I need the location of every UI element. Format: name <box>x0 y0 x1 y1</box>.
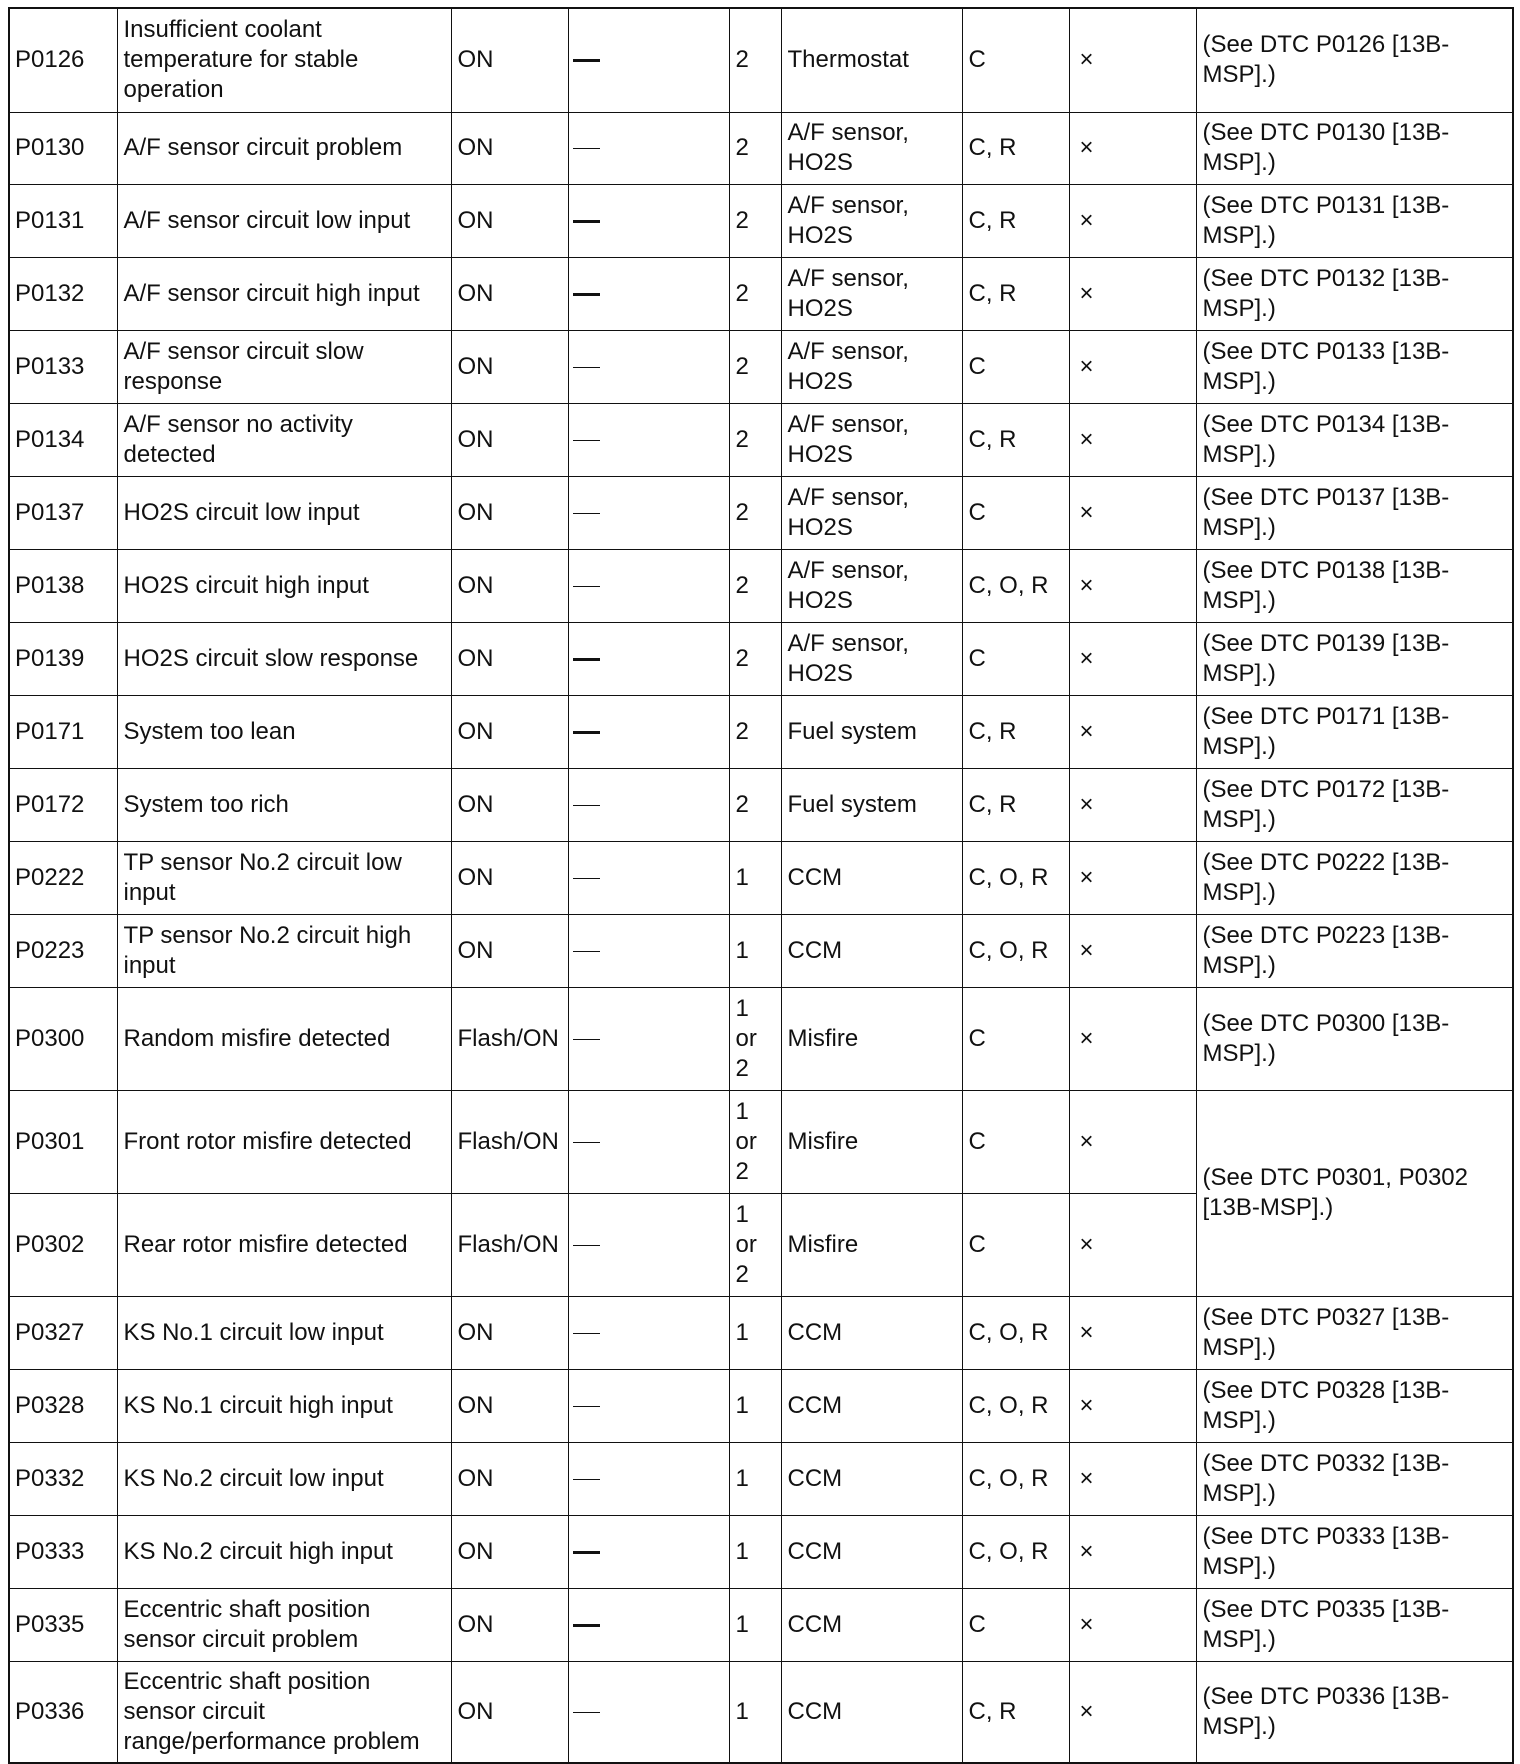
readiness-cell: × <box>1069 403 1196 476</box>
table-row <box>9 914 1513 987</box>
memory-function-cell: C, O, R <box>962 549 1069 622</box>
dash-mark <box>573 59 600 62</box>
description-cell: Random misfire detected <box>117 987 451 1090</box>
dtc-code-cell: P0332 <box>9 1442 117 1515</box>
dash-cell <box>568 914 729 987</box>
page-reference-cell: (See DTC P0130 [13B-MSP].) <box>1196 112 1513 184</box>
mil-cell: ON <box>451 695 568 768</box>
readiness-cell: × <box>1069 1588 1196 1661</box>
memory-function-cell: C <box>962 476 1069 549</box>
drive-cycle-cell: 2 <box>729 403 781 476</box>
dtc-code-cell: P0300 <box>9 987 117 1090</box>
memory-function-cell: C, R <box>962 184 1069 257</box>
dash-cell <box>568 841 729 914</box>
drive-cycle-cell: 1 or 2 <box>729 987 781 1090</box>
description-cell: KS No.1 circuit low input <box>117 1296 451 1369</box>
memory-function-cell: C, O, R <box>962 841 1069 914</box>
description-cell: System too rich <box>117 768 451 841</box>
page-reference-cell: (See DTC P0171 [13B-MSP].) <box>1196 695 1513 768</box>
memory-function-cell: C, R <box>962 112 1069 184</box>
memory-function-cell: C, O, R <box>962 1296 1069 1369</box>
drive-cycle-cell: 1 <box>729 841 781 914</box>
memory-function-cell: C, R <box>962 695 1069 768</box>
dtc-table <box>8 7 1514 1764</box>
description-cell: A/F sensor circuit slow response <box>117 330 451 403</box>
dash-cell <box>568 1090 729 1193</box>
drive-cycle-cell: 2 <box>729 768 781 841</box>
description-cell: HO2S circuit high input <box>117 549 451 622</box>
table-row <box>9 1442 1513 1515</box>
dash-mark <box>573 586 600 587</box>
dash-mark <box>573 1624 600 1627</box>
dtc-code-cell: P0139 <box>9 622 117 695</box>
page-reference-cell: (See DTC P0132 [13B-MSP].) <box>1196 257 1513 330</box>
page-reference-cell: (See DTC P0133 [13B-MSP].) <box>1196 330 1513 403</box>
drive-cycle-cell: 1 <box>729 1369 781 1442</box>
dtc-code-cell: P0138 <box>9 549 117 622</box>
table-row <box>9 1369 1513 1442</box>
memory-function-cell: C <box>962 1090 1069 1193</box>
monitor-item-cell: A/F sensor, HO2S <box>781 476 962 549</box>
readiness-cell: × <box>1069 330 1196 403</box>
page-reference-cell: (See DTC P0222 [13B-MSP].) <box>1196 841 1513 914</box>
dash-cell <box>568 1661 729 1763</box>
dash-mark <box>573 658 600 661</box>
monitor-item-cell: CCM <box>781 841 962 914</box>
drive-cycle-cell: 2 <box>729 549 781 622</box>
dash-cell <box>568 1369 729 1442</box>
readiness-cell: × <box>1069 549 1196 622</box>
drive-cycle-cell: 1 <box>729 914 781 987</box>
dash-mark <box>573 1712 600 1713</box>
table-row <box>9 1515 1513 1588</box>
memory-function-cell: C, O, R <box>962 914 1069 987</box>
monitor-item-cell: A/F sensor, HO2S <box>781 622 962 695</box>
dash-mark <box>573 1039 600 1040</box>
dash-mark <box>573 513 600 514</box>
dtc-code-cell: P0328 <box>9 1369 117 1442</box>
page-reference-cell: (See DTC P0172 [13B-MSP].) <box>1196 768 1513 841</box>
drive-cycle-cell: 2 <box>729 476 781 549</box>
memory-function-cell: C <box>962 987 1069 1090</box>
monitor-item-cell: Fuel system <box>781 768 962 841</box>
dtc-code-cell: P0302 <box>9 1193 117 1296</box>
page-reference-cell: (See DTC P0137 [13B-MSP].) <box>1196 476 1513 549</box>
readiness-cell: × <box>1069 768 1196 841</box>
description-cell: Front rotor misfire detected <box>117 1090 451 1193</box>
monitor-item-cell: A/F sensor, HO2S <box>781 112 962 184</box>
table-row <box>9 768 1513 841</box>
memory-function-cell: C <box>962 330 1069 403</box>
readiness-cell: × <box>1069 1369 1196 1442</box>
dtc-code-cell: P0172 <box>9 768 117 841</box>
drive-cycle-cell: 2 <box>729 622 781 695</box>
monitor-item-cell: Fuel system <box>781 695 962 768</box>
dash-cell <box>568 476 729 549</box>
dtc-code-cell: P0327 <box>9 1296 117 1369</box>
description-cell: Insufficient coolant temperature for stable operation <box>117 8 451 112</box>
dtc-code-cell: P0126 <box>9 8 117 112</box>
table-row <box>9 1661 1513 1763</box>
table-row <box>9 695 1513 768</box>
table-row <box>9 1090 1513 1193</box>
table-row <box>9 622 1513 695</box>
mil-cell: Flash/ON <box>451 987 568 1090</box>
memory-function-cell: C <box>962 1588 1069 1661</box>
monitor-item-cell: Misfire <box>781 987 962 1090</box>
description-cell: A/F sensor circuit low input <box>117 184 451 257</box>
mil-cell: ON <box>451 1296 568 1369</box>
drive-cycle-cell: 1 <box>729 1296 781 1369</box>
drive-cycle-cell: 1 or 2 <box>729 1090 781 1193</box>
drive-cycle-cell: 1 <box>729 1588 781 1661</box>
table-row <box>9 112 1513 184</box>
mil-cell: ON <box>451 1661 568 1763</box>
dtc-code-cell: P0222 <box>9 841 117 914</box>
dash-mark <box>573 1245 600 1246</box>
table-row <box>9 184 1513 257</box>
page-reference-cell: (See DTC P0138 [13B-MSP].) <box>1196 549 1513 622</box>
dash-cell <box>568 768 729 841</box>
dash-mark <box>573 148 600 149</box>
page-reference-cell: (See DTC P0139 [13B-MSP].) <box>1196 622 1513 695</box>
mil-cell: ON <box>451 112 568 184</box>
dash-cell <box>568 1296 729 1369</box>
readiness-cell: × <box>1069 1193 1196 1296</box>
monitor-item-cell: CCM <box>781 1515 962 1588</box>
monitor-item-cell: A/F sensor, HO2S <box>781 549 962 622</box>
mil-cell: Flash/ON <box>451 1090 568 1193</box>
dtc-code-cell: P0134 <box>9 403 117 476</box>
dtc-code-cell: P0336 <box>9 1661 117 1763</box>
mil-cell: ON <box>451 403 568 476</box>
dash-cell <box>568 112 729 184</box>
monitor-item-cell: Thermostat <box>781 8 962 112</box>
table-row <box>9 1296 1513 1369</box>
dash-mark <box>573 293 600 296</box>
readiness-cell: × <box>1069 1296 1196 1369</box>
monitor-item-cell: Misfire <box>781 1193 962 1296</box>
dash-mark <box>573 220 600 223</box>
page-reference-cell: (See DTC P0301, P0302 [13B-MSP].) <box>1196 1090 1513 1296</box>
table-row <box>9 476 1513 549</box>
description-cell: KS No.1 circuit high input <box>117 1369 451 1442</box>
dash-cell <box>568 184 729 257</box>
mil-cell: ON <box>451 549 568 622</box>
readiness-cell: × <box>1069 257 1196 330</box>
readiness-cell: × <box>1069 987 1196 1090</box>
dash-cell <box>568 987 729 1090</box>
table-row <box>9 549 1513 622</box>
mil-cell: ON <box>451 841 568 914</box>
page-reference-cell: (See DTC P0126 [13B-MSP].) <box>1196 8 1513 112</box>
description-cell: Rear rotor misfire detected <box>117 1193 451 1296</box>
drive-cycle-cell: 1 <box>729 1515 781 1588</box>
readiness-cell: × <box>1069 8 1196 112</box>
description-cell: KS No.2 circuit high input <box>117 1515 451 1588</box>
dash-cell <box>568 622 729 695</box>
description-cell: System too lean <box>117 695 451 768</box>
dtc-code-cell: P0335 <box>9 1588 117 1661</box>
dash-mark <box>573 878 600 879</box>
mil-cell: ON <box>451 330 568 403</box>
dash-mark <box>573 951 600 952</box>
dash-cell <box>568 403 729 476</box>
drive-cycle-cell: 1 or 2 <box>729 1193 781 1296</box>
dtc-code-cell: P0131 <box>9 184 117 257</box>
drive-cycle-cell: 2 <box>729 695 781 768</box>
memory-function-cell: C <box>962 1193 1069 1296</box>
memory-function-cell: C, O, R <box>962 1369 1069 1442</box>
description-cell: A/F sensor circuit problem <box>117 112 451 184</box>
monitor-item-cell: CCM <box>781 1661 962 1763</box>
memory-function-cell: C, O, R <box>962 1515 1069 1588</box>
monitor-item-cell: CCM <box>781 1296 962 1369</box>
memory-function-cell: C, R <box>962 1661 1069 1763</box>
page-reference-cell: (See DTC P0332 [13B-MSP].) <box>1196 1442 1513 1515</box>
dash-mark <box>573 805 600 806</box>
memory-function-cell: C, R <box>962 257 1069 330</box>
drive-cycle-cell: 1 <box>729 1661 781 1763</box>
memory-function-cell: C, O, R <box>962 1442 1069 1515</box>
readiness-cell: × <box>1069 112 1196 184</box>
dash-cell <box>568 1442 729 1515</box>
dtc-code-cell: P0137 <box>9 476 117 549</box>
description-cell: Eccentric shaft position sensor circuit problem <box>117 1588 451 1661</box>
memory-function-cell: C <box>962 8 1069 112</box>
mil-cell: ON <box>451 1369 568 1442</box>
table-row <box>9 987 1513 1090</box>
monitor-item-cell: A/F sensor, HO2S <box>781 184 962 257</box>
table-row <box>9 1588 1513 1661</box>
dash-cell <box>568 330 729 403</box>
readiness-cell: × <box>1069 695 1196 768</box>
monitor-item-cell: A/F sensor, HO2S <box>781 403 962 476</box>
monitor-item-cell: CCM <box>781 1369 962 1442</box>
page-reference-cell: (See DTC P0300 [13B-MSP].) <box>1196 987 1513 1090</box>
readiness-cell: × <box>1069 184 1196 257</box>
page-reference-cell: (See DTC P0223 [13B-MSP].) <box>1196 914 1513 987</box>
page-reference-cell: (See DTC P0335 [13B-MSP].) <box>1196 1588 1513 1661</box>
drive-cycle-cell: 2 <box>729 8 781 112</box>
monitor-item-cell: CCM <box>781 1588 962 1661</box>
description-cell: A/F sensor circuit high input <box>117 257 451 330</box>
dash-mark <box>573 1406 600 1407</box>
dtc-code-cell: P0132 <box>9 257 117 330</box>
readiness-cell: × <box>1069 1090 1196 1193</box>
dtc-code-cell: P0301 <box>9 1090 117 1193</box>
drive-cycle-cell: 2 <box>729 184 781 257</box>
table-row <box>9 257 1513 330</box>
description-cell: HO2S circuit slow response <box>117 622 451 695</box>
readiness-cell: × <box>1069 914 1196 987</box>
page-reference-cell: (See DTC P0333 [13B-MSP].) <box>1196 1515 1513 1588</box>
page-reference-cell: (See DTC P0328 [13B-MSP].) <box>1196 1369 1513 1442</box>
dash-mark <box>573 1333 600 1334</box>
readiness-cell: × <box>1069 1661 1196 1763</box>
mil-cell: ON <box>451 1442 568 1515</box>
monitor-item-cell: CCM <box>781 914 962 987</box>
dash-cell <box>568 1193 729 1296</box>
drive-cycle-cell: 2 <box>729 112 781 184</box>
dash-mark <box>573 1479 600 1480</box>
description-cell: KS No.2 circuit low input <box>117 1442 451 1515</box>
monitor-item-cell: CCM <box>781 1442 962 1515</box>
dash-mark <box>573 1551 600 1554</box>
dtc-code-cell: P0333 <box>9 1515 117 1588</box>
mil-cell: ON <box>451 1588 568 1661</box>
mil-cell: ON <box>451 768 568 841</box>
description-cell: HO2S circuit low input <box>117 476 451 549</box>
monitor-item-cell: A/F sensor, HO2S <box>781 330 962 403</box>
mil-cell: ON <box>451 914 568 987</box>
readiness-cell: × <box>1069 1442 1196 1515</box>
description-cell: TP sensor No.2 circuit high input <box>117 914 451 987</box>
memory-function-cell: C, R <box>962 768 1069 841</box>
drive-cycle-cell: 2 <box>729 330 781 403</box>
page-reference-cell: (See DTC P0336 [13B-MSP].) <box>1196 1661 1513 1763</box>
dash-cell <box>568 1515 729 1588</box>
dash-cell <box>568 8 729 112</box>
page-reference-cell: (See DTC P0327 [13B-MSP].) <box>1196 1296 1513 1369</box>
description-cell: TP sensor No.2 circuit low input <box>117 841 451 914</box>
dtc-code-cell: P0133 <box>9 330 117 403</box>
table-row <box>9 8 1513 112</box>
mil-cell: ON <box>451 184 568 257</box>
dash-cell <box>568 695 729 768</box>
drive-cycle-cell: 2 <box>729 257 781 330</box>
memory-function-cell: C, R <box>962 403 1069 476</box>
page-reference-cell: (See DTC P0131 [13B-MSP].) <box>1196 184 1513 257</box>
dash-mark <box>573 367 600 368</box>
dtc-code-cell: P0223 <box>9 914 117 987</box>
mil-cell: ON <box>451 622 568 695</box>
dtc-code-cell: P0130 <box>9 112 117 184</box>
monitor-item-cell: Misfire <box>781 1090 962 1193</box>
dash-mark <box>573 731 600 734</box>
mil-cell: ON <box>451 257 568 330</box>
dash-cell <box>568 257 729 330</box>
mil-cell: ON <box>451 1515 568 1588</box>
memory-function-cell: C <box>962 622 1069 695</box>
readiness-cell: × <box>1069 1515 1196 1588</box>
table-row <box>9 403 1513 476</box>
dash-mark <box>573 440 600 441</box>
table-row <box>9 841 1513 914</box>
description-cell: A/F sensor no activity detected <box>117 403 451 476</box>
dtc-code-cell: P0171 <box>9 695 117 768</box>
readiness-cell: × <box>1069 622 1196 695</box>
mil-cell: ON <box>451 8 568 112</box>
mil-cell: ON <box>451 476 568 549</box>
dash-cell <box>568 549 729 622</box>
dash-mark <box>573 1142 600 1143</box>
monitor-item-cell: A/F sensor, HO2S <box>781 257 962 330</box>
mil-cell: Flash/ON <box>451 1193 568 1296</box>
table-row <box>9 330 1513 403</box>
readiness-cell: × <box>1069 476 1196 549</box>
description-cell: Eccentric shaft position sensor circuit range/performance problem <box>117 1661 451 1763</box>
drive-cycle-cell: 1 <box>729 1442 781 1515</box>
dash-cell <box>568 1588 729 1661</box>
page-reference-cell: (See DTC P0134 [13B-MSP].) <box>1196 403 1513 476</box>
readiness-cell: × <box>1069 841 1196 914</box>
